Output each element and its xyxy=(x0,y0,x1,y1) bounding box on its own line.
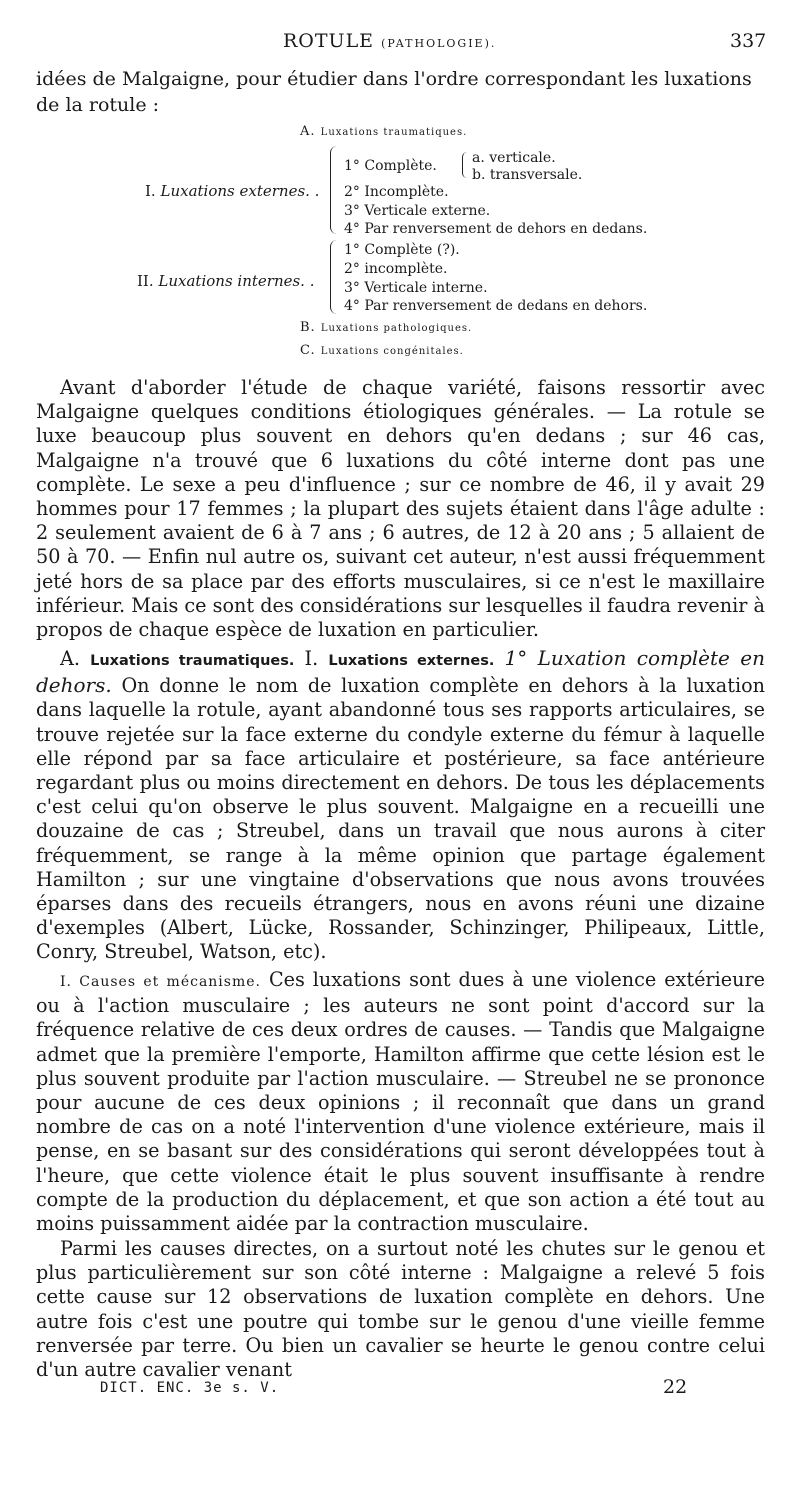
outline-section-c xyxy=(300,343,464,358)
group-2-brace xyxy=(330,240,337,314)
group-2-label xyxy=(137,272,315,290)
outline-section-b xyxy=(300,320,472,335)
subsection-title: 1° Luxation complète en dehors. xyxy=(36,646,765,698)
run-in-heading-traumatic: Luxations traumatiques. xyxy=(90,653,295,669)
group-2-number: II. xyxy=(137,272,154,290)
page-number: 337 xyxy=(730,30,767,52)
group-1-item-1: 1° Complète. xyxy=(344,158,437,174)
running-title-main: ROTULE xyxy=(283,30,375,52)
group-1-number: I. xyxy=(145,182,156,200)
group-1-item-2: 2° Incomplète. xyxy=(344,184,449,200)
run-in-heading-external: Luxations externes. xyxy=(328,653,495,669)
paragraph-complete-luxation xyxy=(36,646,765,965)
paragraph-etiology-text: Avant d'aborder l'étude de chaque variété, faisons ressortir avec Malgaigne quelques conditions étiologiques générales. — La rotule se luxe beaucoup plus souvent en dehors qu'en dedans ; sur 46 cas, Malgaigne n'a trouvé que 6 luxations du côté interne dont pas une complète. Le sexe a peu d'influence ; sur ce nombre de 46, il y avait 29 hommes pour 17 femmes ; la plupart des sujets étaient dans l'âge adulte : 2 seulement avaient de 6 à 7 ans ; 6 autres, de 12 à 20 ans ; 5 allaient de 50 à 70. — Enfin nul autre os, suivant cet auteur, n'est aussi fréquemment jeté hors de sa place par des efforts musculaires, si ce n'est le maxillaire inférieur. Mais ce sont des considérations sur lesquelles il faudra revenir à propos de chaque espèce de luxation en particulier. xyxy=(36,376,765,642)
group-2-title: Luxations internes. . xyxy=(158,272,315,290)
section-letter: A. xyxy=(60,647,80,670)
group-1-label xyxy=(145,182,319,200)
run-in-roman: I. xyxy=(304,647,319,670)
outline-section-a-title: Luxations traumatiques. xyxy=(320,127,468,138)
running-title-sub: (PATHOLOGIE). xyxy=(381,37,497,50)
paragraph-complete-luxation-text: On donne le nom de luxation complète en dehors à la luxation dans laquelle la rotule, ayant abandonné tous ses rapports articulaires, se trouve rejetée sur la face externe du condyle externe du fémur à laquelle elle répond par sa face articulaire et postérieure, sa face antérieure regardant plus ou moins directement en dehors. De tous les déplacements c'est celui qu'on observe le plus souvent. Malgaigne en a recueilli une douzaine de cas ; Streubel, dans un travail que nous aurons à citer fréquemment, se range à la même opinion que partage également Hamilton ; sur une vingtaine d'observations que nous avons trouvées éparses dans des recueils étrangers, nous en avons réuni une dizaine d'exemples (Albert, Lücke, Rossander, Schinzinger, Philipeaux, Little, Conry, Streubel, Watson, etc). xyxy=(36,674,765,964)
group-1-item-1-sub-b: b. transversale. xyxy=(472,167,583,183)
outline-section-a-letter: A. xyxy=(300,124,316,139)
footer-collection: DICT. ENC. 3e s. V. xyxy=(100,1380,280,1396)
outline-section-c-title: Luxations congénitales. xyxy=(320,346,464,357)
group-1-item-4: 4° Par renversement de dehors en dedans. xyxy=(344,221,648,237)
group-1-item-1-sub-a: a. verticale. xyxy=(472,150,556,166)
group-2-item-3: 3° Verticale interne. xyxy=(344,280,488,296)
group-2-item-1: 1° Complète (?). xyxy=(344,242,460,258)
outline-section-b-title: Luxations pathologiques. xyxy=(320,323,473,334)
group-1-brace xyxy=(330,146,337,234)
paragraph-causes-text: Ces luxations sont dues à une violence extérieure ou à l'action musculaire ; les auteurs ne sont point d'accord sur la fréquence relative de ces deux ordres de causes. — Tandis que Malgaigne admet que la première l'emporte, Hamilton affirme que cette lésion est le plus souvent produite par l'action musculaire. — Streubel ne se prononce pour aucune de ces deux opinions ; il reconnaît que dans un grand nombre de cas on a noté l'intervention d'une violence extérieure, mais il pense, en se basant sur des considérations qui seront développées tout à l'heure, que cette violence était le plus souvent insuffisante à rendre compte de la production du déplacement, et que son action a été tout au moins puissamment aidée par la contraction musculaire. xyxy=(36,968,765,1236)
run-in-heading-causes: I. Causes et mécanisme. xyxy=(60,974,261,990)
outline-section-b-letter: B. xyxy=(300,320,316,335)
paragraph-etiology xyxy=(36,376,765,642)
outline-section-a xyxy=(300,124,467,139)
paragraph-direct-causes-text: Parmi les causes directes, on a surtout noté les chutes sur le genou et plus particulièrement sur son côté interne : Malgaigne a relevé 5 fois cette cause sur 12 observations de luxation complète en dehors. Une autre fois c'est une poutre qui tombe sur le genou d'une vieille femme renversée par terre. Ou bien un cavalier se heurte le genou contre celui d'un autre cavalier venant xyxy=(36,1237,765,1382)
signature-mark: 22 xyxy=(663,1376,688,1398)
paragraph-direct-causes xyxy=(36,1237,765,1382)
group-1-title: Luxations externes. . xyxy=(160,182,320,200)
group-2-item-2: 2° incomplète. xyxy=(344,261,448,277)
outline-section-c-letter: C. xyxy=(300,343,316,358)
group-2-item-4: 4° Par renversement de dedans en dehors. xyxy=(344,298,648,314)
running-title xyxy=(283,30,496,52)
group-1-item-3: 3° Verticale externe. xyxy=(344,203,491,219)
paragraph-causes xyxy=(36,968,765,1236)
group-1-item-1-brace xyxy=(462,152,467,178)
intro-text: idées de Malgaigne, pour étudier dans l'ordre correspondant les luxations de la rotule : xyxy=(36,68,752,116)
